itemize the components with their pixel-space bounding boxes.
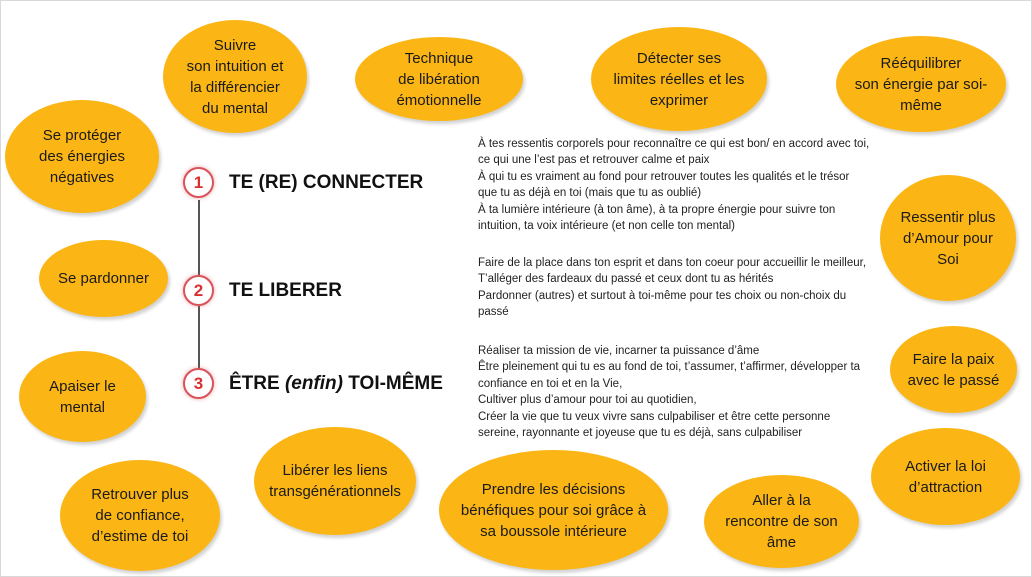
bubble-amour-soi-label: Ressentir plus d’Amour pour Soi bbox=[900, 208, 996, 268]
step-2-line-2: T’alléger des fardeaux du passé et ceux dont tu as hérités bbox=[478, 273, 774, 286]
step-2-number: 2 bbox=[183, 275, 214, 306]
bubble-limites-label: Détecter ses limites réelles et les exprimer bbox=[613, 49, 745, 109]
step-1-line-2: À qui tu es vraiment au fond pour retrouver toutes les qualités et le trésor que tu as déjà en toi (mais que tu as oublié) bbox=[478, 170, 850, 200]
step-3-description bbox=[478, 343, 870, 441]
step-3-title-post: TOI-MÊME bbox=[343, 372, 443, 394]
bubble-apaiser-mental bbox=[19, 351, 146, 442]
connector-line-2-3 bbox=[198, 306, 200, 370]
bubble-confiance bbox=[60, 460, 220, 571]
step-2-title: TE LIBERER bbox=[229, 279, 342, 301]
bubble-apaiser-mental-label: Apaiser le mental bbox=[49, 377, 116, 416]
bubble-liberation-emotionnelle-label: Technique de libération émotionnelle bbox=[396, 49, 482, 109]
bubble-intuition-label: Suivre son intuition et la différencier du mental bbox=[186, 36, 284, 117]
bubble-rencontre-ame bbox=[704, 475, 859, 568]
step-1-line-1: À tes ressentis corporels pour reconnaître ce qui est bon/ en accord avec toi, ce qui une l’est pas et retrouver calme et paix bbox=[478, 138, 870, 167]
bubble-faire-la-paix-label: Faire la paix avec le passé bbox=[907, 350, 1000, 389]
bubble-se-proteger-label: Se protéger des énergies négatives bbox=[39, 127, 125, 186]
bubble-reequilibrer-label: Rééquilibrer son énergie par soi- même bbox=[854, 54, 988, 114]
step-2-line-3: Pardonner (autres) et surtout à toi-même pour tes choix ou non-choix du passé bbox=[478, 289, 847, 319]
bubble-decisions bbox=[439, 450, 668, 570]
step-1-number: 1 bbox=[183, 167, 214, 198]
bubble-confiance-label: Retrouver plus de confiance, d’estime de toi bbox=[91, 486, 189, 545]
step-2 bbox=[183, 275, 342, 306]
bubble-se-pardonner bbox=[39, 240, 168, 317]
step-2-line-1: Faire de la place dans ton esprit et dans ton coeur pour accueillir le meilleur, bbox=[478, 257, 867, 269]
step-3-number: 3 bbox=[183, 368, 214, 399]
bubble-liens-transgenerationnels bbox=[254, 427, 416, 535]
bubble-liens-transgenerationnels-label: Libérer les liens transgénérationnels bbox=[269, 462, 401, 500]
bubble-se-pardonner-label: Se pardonner bbox=[58, 270, 149, 287]
step-1 bbox=[183, 167, 423, 198]
step-3-line-1: Réaliser ta mission de vie, incarner ta puissance d’âme bbox=[478, 345, 760, 357]
bubble-faire-la-paix bbox=[890, 326, 1017, 413]
bubble-loi-attraction-label: Activer la loi d’attraction bbox=[905, 457, 986, 496]
connector-line-1-2 bbox=[198, 200, 200, 276]
bubble-decisions-label: Prendre les décisions bénéfiques pour soi grâce à sa boussole intérieure bbox=[460, 480, 647, 540]
step-3-title-pre: ÊTRE bbox=[229, 372, 285, 394]
step-1-title: TE (RE) CONNECTER bbox=[229, 171, 424, 193]
bubble-amour-soi bbox=[880, 175, 1016, 301]
step-1-description bbox=[478, 136, 870, 234]
step-3-line-3: Cultiver plus d’amour pour toi au quotidien, bbox=[478, 394, 697, 407]
step-2-description bbox=[478, 255, 870, 321]
step-3-line-2: Être pleinement qui tu es au fond de toi, t’assumer, t’affirmer, développer ta confiance en toi et en la Vie, bbox=[478, 361, 861, 390]
bubble-reequilibrer bbox=[836, 36, 1006, 132]
bubble-intuition bbox=[163, 20, 307, 133]
step-3-line-4: Créer la vie que tu veux vivre sans culpabiliser et être cette personne sereine, rayonnante et joyeuse que tu es déjà, sans culpabiliser bbox=[478, 410, 831, 440]
step-1-line-3: À ta lumière intérieure (à ton âme), à ta propre énergie pour suivre ton intuition, ta voix intérieure (et non celle ton mental) bbox=[478, 203, 836, 233]
bubble-loi-attraction bbox=[871, 428, 1020, 525]
bubble-rencontre-ame-label: Aller à la rencontre de son âme bbox=[725, 492, 838, 551]
step-3-title bbox=[229, 373, 443, 395]
step-3 bbox=[183, 368, 443, 399]
bubble-se-proteger bbox=[5, 100, 159, 213]
bubble-liberation-emotionnelle bbox=[355, 37, 523, 121]
step-3-title-em: (enfin) bbox=[284, 372, 343, 394]
bubble-limites bbox=[591, 27, 767, 131]
